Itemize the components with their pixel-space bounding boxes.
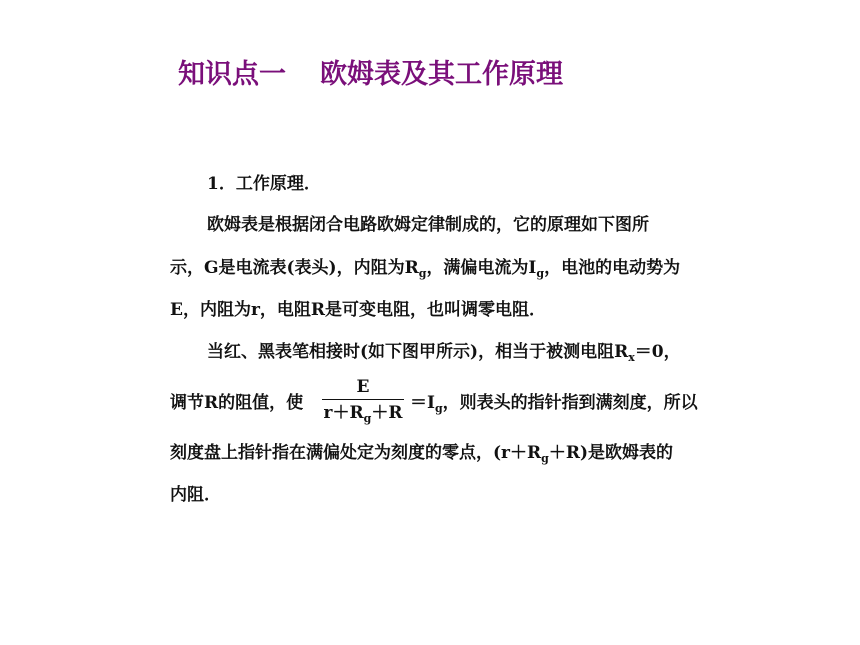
- para2-line3: 刻度盘上指针指在满偏处定为刻度的零点，$(r+R_g+R)$是欧姆表的: [170, 443, 674, 465]
- formula-fraction: [322, 376, 404, 424]
- section-topic: 欧姆表及其工作原理: [320, 59, 563, 90]
- section-title: [178, 52, 563, 91]
- fraction-bar: [322, 399, 404, 400]
- subheading: 1．工作原理．: [207, 174, 321, 194]
- para1-line2: 示，G是电流表(表头)，内阻为$R_g$，满偏电流为$I_g$，电池的电动势为: [170, 258, 681, 280]
- para2-line2-left: 调节R的阻值，使: [170, 393, 304, 413]
- para1-line1: 欧姆表是根据闭合电路欧姆定律制成的，它的原理如下图所: [207, 215, 649, 235]
- para2-line2-right: $=I_g$，则表头的指针指到满刻度，所以: [410, 393, 698, 415]
- fraction-numerator: E: [356, 377, 370, 397]
- para1-line3: E，内阻为r，电阻R是可变电阻，也叫调零电阻．: [170, 300, 547, 320]
- fraction-denominator: $r+R_g+R$: [323, 403, 403, 425]
- para2-line1: 当红、黑表笔相接时(如下图甲所示)，相当于被测电阻$R_x=0$，: [207, 342, 681, 364]
- para2-line4: 内阻．: [170, 485, 221, 505]
- section-number: 知识点一: [178, 59, 286, 90]
